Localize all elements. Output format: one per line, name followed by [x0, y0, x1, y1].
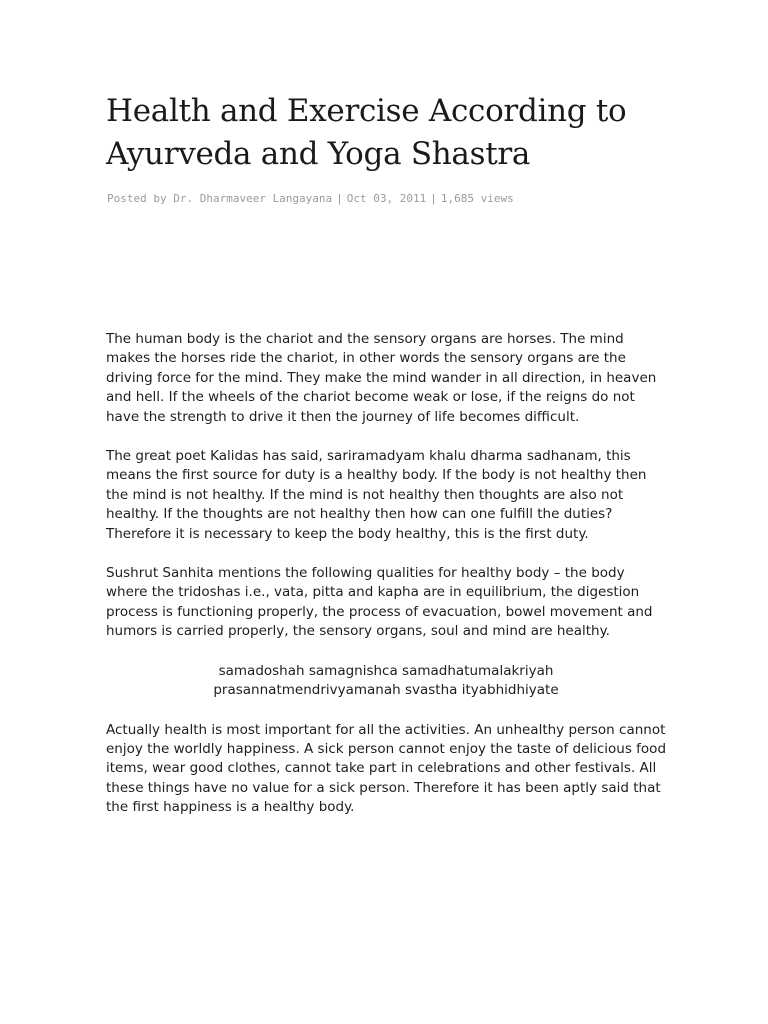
article-title: Health and Exercise According to Ayurveda and Yoga Shastra — [106, 93, 627, 172]
paragraph: The human body is the chariot and the sensory organs are horses. The mind makes the horses ride the chariot, in other words the sensory organs are the driving force for the mind. They make the mind wander in all direction, in heaven and hell. If the wheels of the chariot become weak or lose, if the reigns do not have the strength to drive it then the journey of life becomes difficult. — [106, 331, 657, 425]
verse-line: samadoshah samagnishca samadhatumalakriyah — [218, 662, 554, 679]
view-count: 1,685 views — [440, 192, 514, 205]
paragraph: Sushrut Sanhita mentions the following qualities for healthy body – the body where the tridoshas i.e., vata, pitta and kapha are in equilibrium, the digestion process is functioning properly, the process of evacuation, bowel movement and humors is carried properly, the sensory organs, soul and mind are healthy. — [106, 565, 653, 640]
author-byline: Posted by Dr. Dharmaveer Langayana — [107, 192, 333, 205]
sanskrit-verse — [106, 662, 666, 701]
paragraph: The great poet Kalidas has said, sariramadyam khalu dharma sadhanam, this means the first source for duty is a healthy body. If the body is not healthy then the mind is not healthy. If the mind is not healthy then thoughts are also not healthy. If the thoughts are not healthy then how can one fulfill the duties? Therefore it is necessary to keep the body healthy, this is the first duty. — [106, 448, 647, 542]
paragraph: Actually health is most important for all the activities. An unhealthy person cannot enjoy the worldly happiness. A sick person cannot enjoy the taste of delicious food items, wear good clothes, cannot take part in celebrations and other festivals. All these things have no value for a sick person. Therefore it has been aptly said that the first happiness is a healthy body. — [106, 721, 667, 816]
article-meta — [107, 191, 514, 207]
verse-line: prasannatmendrivyamanah svastha ityabhidhiyate — [213, 682, 559, 699]
post-date: Oct 03, 2011 — [346, 192, 427, 205]
article-body — [106, 330, 666, 838]
meta-separator: | — [430, 192, 437, 205]
meta-separator: | — [336, 192, 343, 205]
